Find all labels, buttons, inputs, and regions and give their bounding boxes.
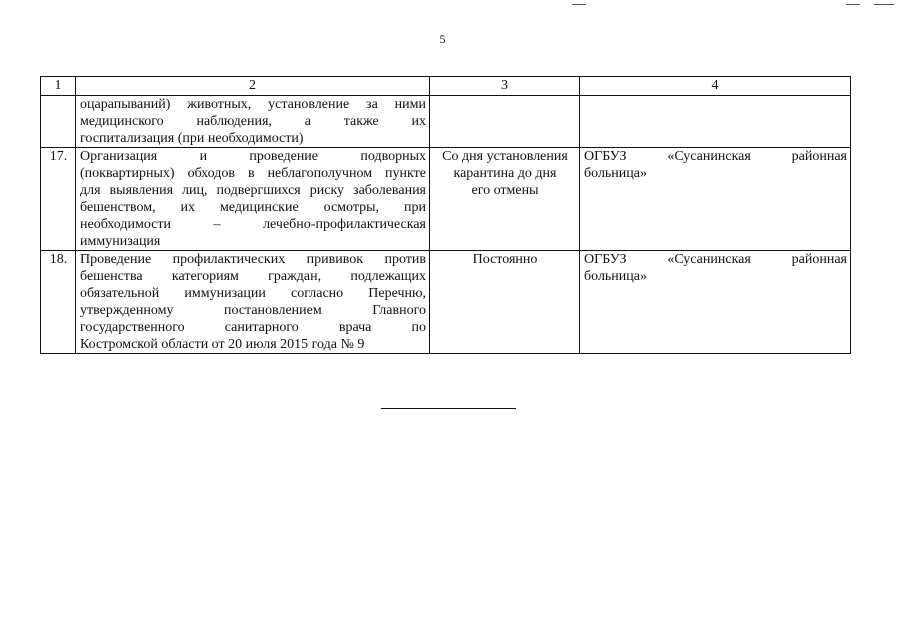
activity-line: (поквартирных) обходов в неблагополучном пункте [80, 166, 426, 181]
responsible-cell [580, 251, 851, 354]
column-header-1: 1 [41, 77, 76, 96]
term-cell [430, 251, 580, 354]
table-header-row [41, 77, 851, 96]
row-number-cell: 17. [41, 148, 76, 251]
term-line: Постоянно [472, 252, 538, 267]
column-header-2: 2 [76, 77, 430, 96]
responsible-cell [580, 148, 851, 251]
term-cell [430, 148, 580, 251]
activity-line: Костромской области от 20 июля 2015 года № 9 [80, 337, 365, 352]
activity-line: госпитализация (при необходимости) [80, 131, 304, 146]
responsible-line: ОГБУЗ «Сусанинская районная [584, 149, 847, 164]
activity-line: бешенством, их медицинские осмотры, при [80, 200, 426, 215]
row-number-cell: 18. [41, 251, 76, 354]
scan-artifact-line [572, 4, 586, 5]
scan-artifact-line [874, 4, 894, 5]
column-header-4: 4 [580, 77, 851, 96]
responsible-line: больница» [584, 166, 647, 181]
activity-cell [76, 251, 430, 354]
page-number: 5 [439, 32, 446, 46]
activity-line: утвержденному постановлением Главного [80, 303, 426, 318]
activity-line: обязательной иммунизации согласно Перечню, [80, 286, 426, 301]
measures-table [40, 76, 851, 354]
row-number-cell [41, 96, 76, 148]
activity-line: оцарапываний) животных, установление за ними [80, 97, 426, 112]
table-row-continuation [41, 96, 851, 148]
activity-line: для выявления лиц, подвергшихся риску заболевания [80, 183, 426, 198]
term-line: карантина до дня [453, 166, 557, 181]
responsible-line: ОГБУЗ «Сусанинская районная [584, 252, 847, 267]
responsible-line: больница» [584, 269, 647, 284]
closing-rule [381, 408, 516, 409]
term-line: Со дня установления [442, 149, 568, 164]
activity-line: Организация и проведение подворных [80, 149, 426, 164]
activity-cell [76, 148, 430, 251]
activity-line: бешенства категориям граждан, подлежащих [80, 269, 426, 284]
responsible-cell [580, 96, 851, 148]
activity-line: необходимости – лечебно-профилактическая [80, 217, 426, 232]
term-cell [430, 96, 580, 148]
term-line: его отмены [471, 183, 539, 198]
table-row [41, 148, 851, 251]
activity-line: медицинского наблюдения, а также их [80, 114, 426, 129]
column-header-3: 3 [430, 77, 580, 96]
table-row [41, 251, 851, 354]
scan-artifact-line [846, 4, 860, 5]
activity-line: Проведение профилактических прививок против [80, 252, 426, 267]
activity-line: иммунизация [80, 234, 161, 249]
activity-line: государственного санитарного врача по [80, 320, 426, 335]
activity-cell [76, 96, 430, 148]
